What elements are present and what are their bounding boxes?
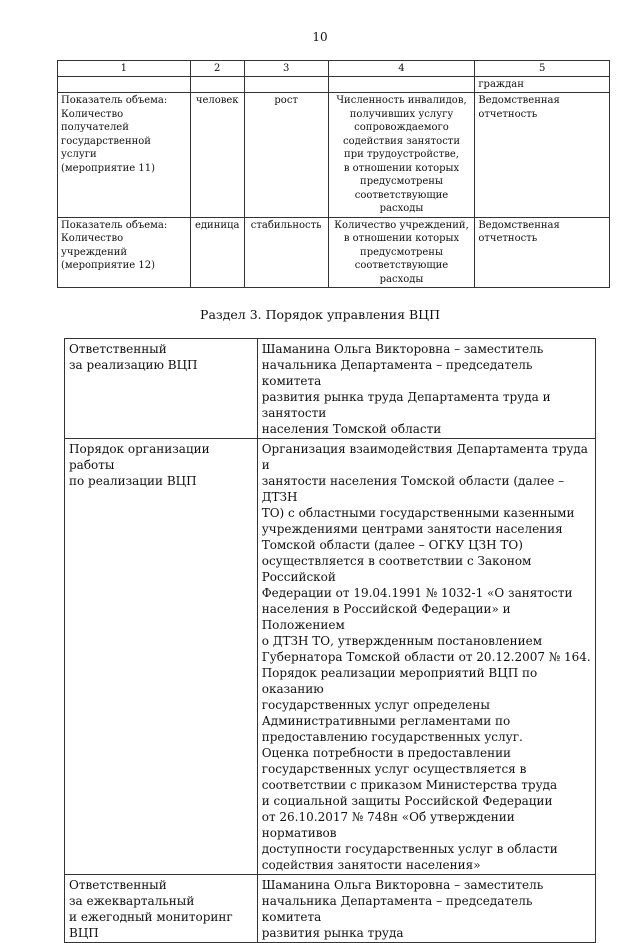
table-row: [58, 217, 610, 288]
table-row: [58, 93, 610, 218]
table-row: [65, 875, 596, 943]
row-label: Ответственный за ежеквартальный и ежегодный мониторинг ВЦП: [65, 875, 258, 943]
trend-cell: стабильность: [244, 217, 328, 288]
method-cell: Численность инвалидов, получивших услугу сопровождаемого содействия занятости при трудоустройстве, в отношении которых предусмотрены соответствующие расходы: [328, 93, 475, 218]
indicator-name: Показатель объема: Количество получателей государственной услуги (мероприятие 11): [58, 93, 191, 218]
indicators-table: [57, 60, 610, 288]
section-title: Раздел 3. Порядок управления ВЦП: [200, 307, 440, 322]
unit-cell: единица: [190, 217, 244, 288]
row-label: Порядок организации работы по реализации ВЦП: [65, 439, 258, 875]
row-value: Организация взаимодействия Департамента труда и занятости населения Томской области (далее – ДТЗН ТО) с областными государственными казенными учреждениями центрами занятости населения Томской области (далее – ОГКУ ЦЗН ТО) осуществляется в соответствии с Законом Российской Федерации от 19.04.1991 № 1032-1 «О занятости населения в Российской Федерации» и Положением о ДТЗН ТО, утвержденным постановлением Губернатора Томской области от 20.12.2007 № 164. Порядок реализации мероприятий ВЦП по оказанию государственных услуг определены Административными регламентами по предоставлению государственных услуг. Оценка потребности в предоставлении государственных услуг осуществляется в соответствии с приказом Министерства труда и социальной защиты Российской Федерации от 26.10.2017 № 748н «Об утверждении нормативов доступности государственных услуг в области содействия занятости населения»: [257, 439, 595, 875]
table-row: [65, 439, 596, 875]
method-cell: Количество учреждений, в отношении которых предусмотрены соответствующие расходы: [328, 217, 475, 288]
indicator-name: Показатель объема: Количество учреждений (мероприятие 12): [58, 217, 191, 288]
column-header: 5: [475, 61, 610, 77]
continuation-row: [58, 76, 610, 93]
table-row: [65, 339, 596, 439]
table-header-row: [58, 61, 610, 77]
row-value: Шаманина Ольга Викторовна – заместитель начальника Департамента – председатель комитета развития рынка труда: [257, 875, 595, 943]
page-number: 10: [312, 30, 328, 44]
row-value: Шаманина Ольга Викторовна – заместитель начальника Департамента – председатель комитета развития рынка труда Департамента труда и занятости населения Томской области: [257, 339, 595, 439]
source-cell: Ведомственная отчетность: [475, 217, 610, 288]
management-table: [64, 338, 596, 943]
trend-cell: рост: [244, 93, 328, 218]
row-label: Ответственный за реализацию ВЦП: [65, 339, 258, 439]
continuation-cell: граждан: [475, 76, 610, 93]
source-cell: Ведомственная отчетность: [475, 93, 610, 218]
column-header: 3: [244, 61, 328, 77]
column-header: 4: [328, 61, 475, 77]
column-header: 2: [190, 61, 244, 77]
unit-cell: человек: [190, 93, 244, 218]
column-header: 1: [58, 61, 191, 77]
